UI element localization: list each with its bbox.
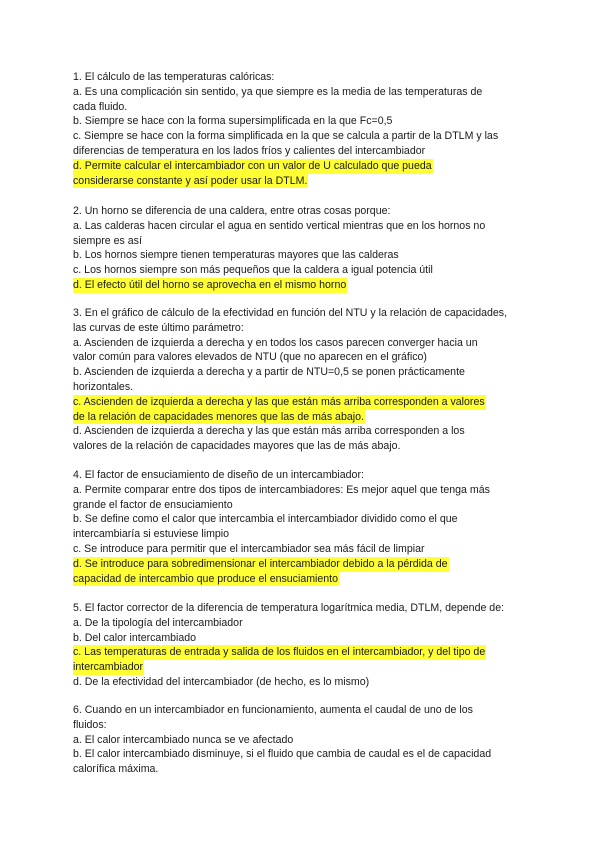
- question-text: 4. El factor de ensuciamiento de diseño de un intercambiador:: [73, 469, 364, 481]
- option-b: b. Se define como el calor que intercambia el intercambiador dividido como el que: [73, 513, 458, 526]
- option-a-cont: valor común para valores elevados de NTU (que no aparecen en el gráfico): [73, 351, 427, 364]
- question-2: [73, 204, 543, 293]
- question-6: [73, 703, 543, 777]
- question-5: [73, 601, 543, 690]
- question-text: 2. Un horno se diferencia de una caldera, entre otras cosas porque:: [73, 205, 391, 217]
- option-b-cont: horizontales.: [73, 380, 134, 393]
- question-text: 1. El cálculo de las temperaturas calóricas:: [73, 71, 275, 83]
- question-text: 3. En el gráfico de cálculo de la efectividad en función del NTU y la relación de capacidades,: [73, 307, 508, 319]
- option-c-correct-cont: de la relación de capacidades menores que las de más abajo.: [73, 410, 364, 423]
- option-d-cont: valores de la relación de capacidades mayores que las de más abajo.: [73, 440, 401, 453]
- option-c-correct: c. Ascienden de izquierda a derecha y las que están más arriba corresponden a valores: [73, 395, 485, 408]
- option-c: c. Los hornos siempre son más pequeños que la caldera a igual potencia útil: [73, 264, 433, 277]
- option-a: a. Permite comparar entre dos tipos de intercambiadores: Es mejor aquel que tenga más: [73, 483, 490, 496]
- option-c-correct: c. Las temperaturas de entrada y salida de los fluidos en el intercambiador, y del tipo de: [73, 646, 486, 659]
- question-4: [73, 468, 543, 586]
- option-d-correct: d. Permite calcular el intercambiador con un valor de U calculado que pueda: [73, 159, 432, 172]
- option-c-correct-cont: intercambiador: [73, 661, 144, 674]
- option-b: b. Ascienden de izquierda a derecha y a partir de NTU=0,5 se ponen prácticamente: [73, 366, 465, 379]
- option-a: a. Ascienden de izquierda a derecha y en todos los casos parecen converger hacia un: [73, 336, 478, 349]
- option-d-correct-cont: considerarse constante y así poder usar la DTLM.: [73, 174, 308, 187]
- option-d: d. Ascienden de izquierda a derecha y las que están más arriba corresponden a los: [73, 425, 465, 438]
- option-a: a. De la tipología del intercambiador: [73, 616, 243, 629]
- question-text-cont: fluidos:: [73, 718, 107, 731]
- option-d-correct-cont: capacidad de intercambio que produce el ensuciamiento: [73, 572, 339, 585]
- option-b-cont: intercambiaría si estuviese limpio: [73, 528, 230, 541]
- option-b: b. Siempre se hace con la forma supersimplificada en la que Fc=0,5: [73, 115, 393, 128]
- option-b-cont: calorífica máxima.: [73, 763, 159, 776]
- option-d-correct: d. El efecto útil del horno se aprovecha en el mismo horno: [73, 278, 347, 291]
- option-b: b. El calor intercambiado disminuye, si el fluido que cambia de caudal es el de capacidad: [73, 748, 492, 761]
- option-d-correct: d. Se introduce para sobredimensionar el intercambiador debido a la pérdida de: [73, 557, 448, 570]
- question-1: [73, 70, 543, 188]
- option-b: b. Del calor intercambiado: [73, 631, 197, 644]
- option-c-cont: diferencias de temperatura en los lados fríos y calientes del intercambiador: [73, 144, 426, 157]
- question-3: [73, 306, 543, 454]
- option-a-cont: cada fluido.: [73, 100, 128, 113]
- option-d: d. De la efectividad del intercambiador (de hecho, es lo mismo): [73, 675, 370, 688]
- option-a: a. Es una complicación sin sentido, ya que siempre es la media de las temperaturas de: [73, 85, 483, 98]
- question-text-cont: las curvas de este último parámetro:: [73, 321, 244, 334]
- option-c: c. Siempre se hace con la forma simplificada en la que se calcula a partir de la DTLM y las: [73, 130, 499, 143]
- option-a-cont: grande el factor de ensuciamiento: [73, 498, 233, 511]
- option-a-cont: siempre es así: [73, 234, 142, 247]
- option-b: b. Los hornos siempre tienen temperaturas mayores que las calderas: [73, 249, 399, 262]
- option-c: c. Se introduce para permitir que el intercambiador sea más fácil de limpiar: [73, 542, 425, 555]
- option-a: a. Las calderas hacen circular el agua en sentido vertical mientras que en los hornos no: [73, 219, 486, 232]
- question-text: 6. Cuando en un intercambiador en funcionamiento, aumenta el caudal de uno de los: [73, 704, 473, 716]
- option-a: a. El calor intercambiado nunca se ve afectado: [73, 733, 294, 746]
- question-text: 5. El factor corrector de la diferencia de temperatura logarítmica media, DTLM, depende de:: [73, 602, 505, 614]
